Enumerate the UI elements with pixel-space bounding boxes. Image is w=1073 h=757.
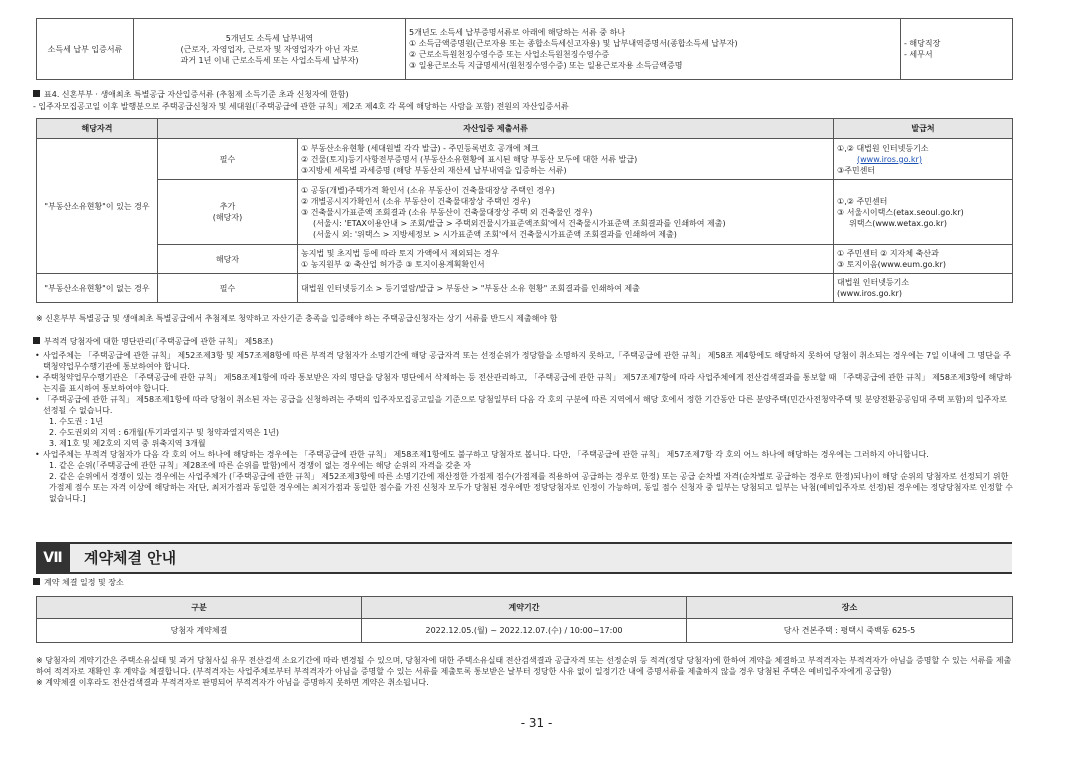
- row4-docs: 대법원 인터넷등기소 > 등기열람/발급 > 부동산 > "부동산 소유 현황" 조회결과를 인쇄하여 제출: [298, 274, 834, 303]
- row1-docs: ① 부동산소유현황 (세대원별 각각 발급) - 주민등록번호 공개에 체크 ② 건물(토지)등기사항전부증명서 (부동산소유현황에 표시된 해당 부동산 모두에 대한 서류 발급) ③지방세 세목별 과세증명 (해당 부동산의 재산세 납부내역을 입증하는 서류): [298, 139, 834, 180]
- ineligible-bullet-1: • 사업주체는 「주택공급에 관한 규칙」 제52조제3항 및 제57조제8항에 따른 부적격 당첨자가 소명기간에 해당 공급자격 또는 선정순위가 정당함을 소명하지 못하고,「주택공급에 관한 규칙」 제58조 제4항에도 해당하지 못하여 당첨이 취소되는 경우에는 7일 이내에 그 명단을 주택청약업무수행기관에 통보하여야 합니다.: [33, 350, 1013, 372]
- ineligible-bullet-2: • 주택청약업무수행기관은 「주택공급에 관한 규칙」 제58조제1항에 따라 통보받은 자의 명단을 당첨자 명단에서 삭제하는 등 전산관리하고, 「주택공급에 관한 규칙」 제57조제7항에 따라 사업주체에게 전산검색결과를 통보할 때 「주택공급에 관한 규칙」 제58조제3항에 해당하는지를 표시하여 통보하여야 합니다.: [33, 372, 1013, 394]
- ineligible-bullet-3: • 「주택공급에 관한 규칙」 제58조제1항에 따라 당첨이 취소된 자는 공급을 신청하려는 주택의 입주자모집공고일을 기준으로 당첨일부터 다음 각 호의 구분에 따른 지역에서 해당 호에서 정한 기간동안 다른 분양주택(민간사전청약주택 및 분양전환공공임대 주택 포함)의 입주자로 선정될 수 없습니다.: [33, 394, 1013, 416]
- row3-docs: 농지법 및 초지법 등에 따라 토지 가액에서 제외되는 경우 ① 농지원부 ② 축산업 허가증 ③ 토지이용계획확인서: [298, 245, 834, 274]
- table4-heading: 표4. 신혼부부 · 생애최초 특별공급 자산입증서류 (추첨제 소득기준 초과 신청자에 한함): [33, 89, 349, 100]
- contract-type: 당첨자 계약체결: [37, 619, 362, 643]
- chapter-header: [36, 542, 1012, 574]
- chapter-title: 계약체결 안내: [84, 549, 177, 567]
- doc-description: 5개년도 소득세 납부내역 (근로자, 자영업자, 근로자 및 자영업자가 아닌 자로 과거 1년 이내 근로소득세 또는 사업소득세 납부자): [134, 19, 406, 80]
- contract-col-place: 장소: [687, 597, 1013, 619]
- row2-docs: ① 공동(개별)주택가격 확인서 (소유 부동산이 건축물대장상 주택인 경우) ② 개별공시지가확인서 (소유 부동산이 건축물대장상 주택인 경우) ③ 건축물시가표준액 조회결과 (소유 부동산이 건축물대장상 주택 외 건축물인 경우) (서울시: 'ETAX이용안내 > 조회/발급 > 주택외건물시가표준액조회'에서 건축물시가표준액 조회결과를 인쇄하여 제출) (서울시 외: '위택스 > 지방세정보 > 시가표준액 조회'에서 건축물시가표준액 조회결과를 인쇄하여 제출): [298, 180, 834, 245]
- ineligible-bullet-4: • 사업주체는 부적격 당첨자가 다음 각 호의 어느 하나에 해당하는 경우에는 「주택공급에 관한 규칙」 제58조제1항에도 불구하고 당첨자로 봅니다. 다만, 「주택공급에 관한 규칙」 제57조제7항 각 호의 어느 하나에 해당하는 경우에는 그러하지 아니합니다.: [33, 449, 1013, 460]
- asset-proof-table: [36, 118, 1013, 303]
- income-tax-doc-table: [36, 18, 1013, 80]
- square-bullet-icon: [33, 337, 40, 344]
- row3-issuer: ① 주민센터 ② 지자체 축산과 ③ 토지이음(www.eum.go.kr): [834, 245, 1013, 274]
- col-header-issuer: 발급처: [834, 119, 1013, 139]
- row4-type: 필수: [158, 274, 298, 303]
- group1-label: "부동산소유현황"이 있는 경우: [37, 139, 158, 274]
- doc-list: 5개년도 소득세 납부증명서류로 아래에 해당하는 서류 중 하나 ① 소득금액증명원(근로자용 또는 종합소득세신고자용) 및 납부내역증명서(종합소득세 납부자) ② 근로소득원천징수영수증 또는 사업소득원천징수영수증 ③ 일용근로소득 지급명세서(원천징수영수증) 또는 일용근로자용 소득금액증명: [406, 19, 901, 80]
- col-header-docs: 자산입증 제출서류: [158, 119, 834, 139]
- contract-note-1: ※ 당첨자의 계약기간은 주택소유실태 및 과거 당첨사실 유무 전산검색 소요기간에 따라 변경될 수 있으며, 당첨자에 대한 주택소유실태 전산검색결과 공급자격 또는 선정순위 등 적격(정당 당첨자)에 한하여 계약을 체결하고 부적격자는 부적격자가 아님을 증명할 수 있는 서류를 제출하여 적격자로 재확인 후 계약을 체결합니다. (부적격자는 사업주체로부터 부적격자가 아님을 증명할 수 있는 서류를 제출토록 통보받은 날부터 정당한 사유 없이 일정기간 내에 증명서류를 제출하지 않을 경우 당첨된 주택은 예비입주자에게 공급함): [36, 656, 1012, 676]
- contract-col-period: 계약기간: [362, 597, 687, 619]
- row1-issuer: ①,② 대법원 인터넷등기소 (www.iros.go.kr) ③주민센터: [834, 139, 1013, 180]
- group2-label: "부동산소유현황"이 없는 경우: [37, 274, 158, 303]
- contract-place: 당사 견본주택 : 평택시 죽백동 625-5: [687, 619, 1013, 643]
- ineligible-body: [33, 350, 1013, 504]
- contract-note-2: ※ 계약체결 이후라도 전산검색결과 부적격자로 판명되어 부적격자가 아님을 증명하지 못하면 계약은 취소됩니다.: [36, 678, 429, 687]
- row1-type: 필수: [158, 139, 298, 180]
- doc-label: 소득세 납부 입증서류: [37, 19, 134, 80]
- row4-issuer: 대법원 인터넷등기소 (www.iros.go.kr): [834, 274, 1013, 303]
- ineligible-heading: 부적격 당첨자에 대한 명단관리(「주택공급에 관한 규칙」 제58조): [33, 336, 273, 347]
- contract-col-type: 구분: [37, 597, 362, 619]
- contract-notes: [36, 655, 1012, 688]
- table4-note: ※ 신혼부부 특별공급 및 생애최초 특별공급에서 추첨제로 청약하고 자산기준 충족을 입증해야 하는 주택공급신청자는 상기 서류를 반드시 제출해야 함: [36, 314, 558, 323]
- chapter-number: Ⅶ: [36, 544, 70, 572]
- iros-link[interactable]: (www.iros.go.kr): [857, 154, 922, 164]
- contract-heading: 계약 체결 일정 및 장소: [33, 577, 124, 588]
- square-bullet-icon: [33, 90, 40, 97]
- square-bullet-icon: [33, 578, 40, 585]
- row2-issuer: ①,② 주민센터 ③ 서울시이택스(etax.seoul.go.kr) 위택스(www.wetax.go.kr): [834, 180, 1013, 245]
- case-list: 1. 같은 순위(「주택공급에 관한 규칙」제28조에 따른 순위를 말함)에서 경쟁이 없는 경우에는 해당 순위의 자격을 갖춘 자 2. 같은 순위에서 경쟁이 있는 경우에는 사업주체가 (「주택공급에 관한 규칙」 제52조제3항에 따른 소명기간에 재산정한 가점제 점수(가점제를 적용하여 공급하는 경우로 한정) 또는 공급 순차별 자격(순차별로 공급하는 경우로 한정)되나)이 해당 순위의 당첨자로 선정되기 위한 가점제 점수 또는 자격 이상에 해당하는 자[단, 최저가점과 동일한 경우에는 최저가점과 동일한 점수를 가진 신청자 모두가 당첨된 경우에만 정당당첨자로 인정이 가능하며, 동일 점수 신청자 중 일부는 당첨되고 일부는 낙첨(예비입주자로 선정)된 경우에는 정당당첨자로 인정할 수 없습니다.]: [49, 461, 1013, 503]
- row2-type: 추가 (해당자): [158, 180, 298, 245]
- region-list: 1. 수도권 : 1년 2. 수도권외의 지역 : 6개월(투기과열지구 및 청약과열지역은 1년) 3. 제1호 및 제2호의 지역 중 위축지역 3개월: [49, 417, 280, 448]
- page-number: - 31 -: [520, 716, 553, 730]
- col-header-eligibility: 해당자격: [37, 119, 158, 139]
- doc-issuer: - 해당직장 - 세무서: [901, 19, 1013, 80]
- table4-subheading: - 입주자모집공고일 이후 발행분으로 주택공급신청자 및 세대원(「주택공급에 관한 규칙」제2조 제4호 각 목에 해당하는 사람을 포함) 전원의 자산입증서류: [33, 102, 569, 111]
- contract-period: 2022.12.05.(월) ~ 2022.12.07.(수) / 10:00~17:00: [362, 619, 687, 643]
- contract-schedule-table: [36, 596, 1013, 643]
- row3-type: 해당자: [158, 245, 298, 274]
